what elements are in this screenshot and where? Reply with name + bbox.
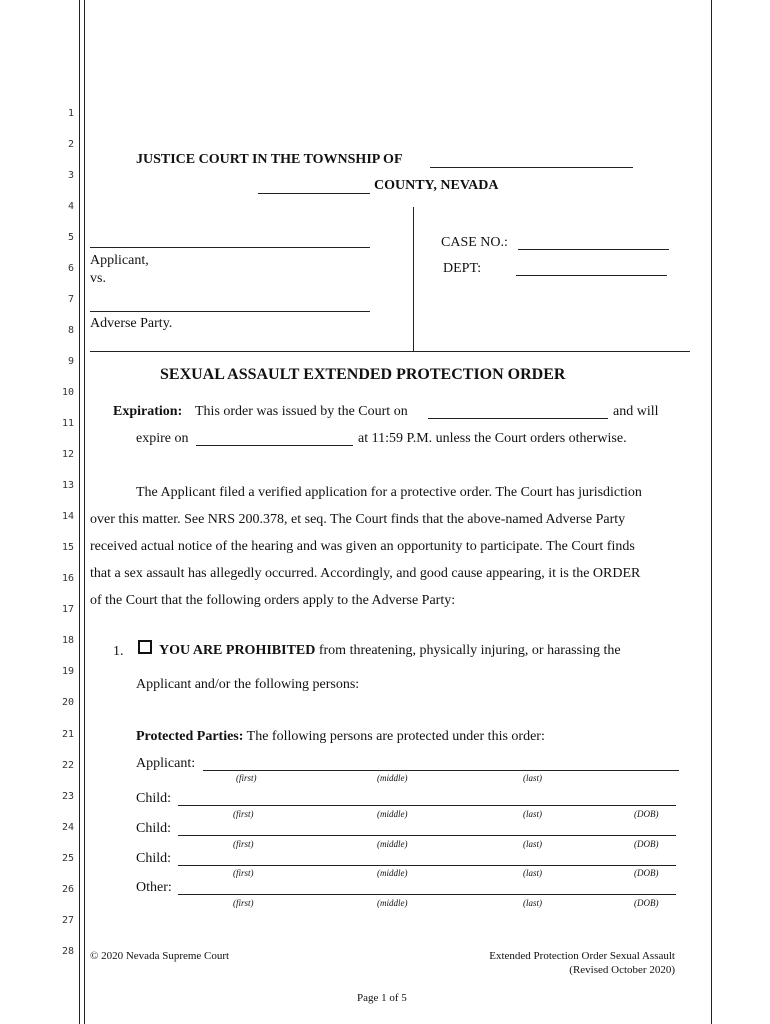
court-township-line: JUSTICE COURT IN THE TOWNSHIP OF (136, 152, 403, 167)
line-number: 21 (61, 729, 74, 740)
child-name-field[interactable] (178, 835, 676, 836)
line-number: 1 (67, 108, 74, 119)
line-number: 13 (61, 480, 74, 491)
last-caption: (last) (523, 868, 542, 878)
applicant-caption-label: Applicant, (90, 253, 149, 268)
line-number: 7 (67, 294, 74, 305)
other-field-label: Other: (136, 880, 172, 895)
county-blank[interactable] (258, 193, 370, 194)
other-name-field[interactable] (178, 894, 676, 895)
dept-blank[interactable] (516, 275, 667, 276)
dob-caption: (DOB) (634, 898, 659, 908)
line-number: 22 (61, 760, 74, 771)
middle-caption: (middle) (377, 839, 408, 849)
right-margin-rule (711, 0, 712, 1024)
body-line: over this matter. See NRS 200.378, et seq. The Court finds that the above-named Adverse Party (90, 512, 626, 527)
line-number: 16 (61, 573, 74, 584)
dob-caption: (DOB) (634, 868, 659, 878)
first-caption: (first) (233, 809, 254, 819)
body-line: that a sex assault has allegedly occurred. Accordingly, and good cause appearing, it is the ORDER (90, 566, 641, 581)
protected-parties-text: The following persons are protected under this order: (246, 729, 545, 744)
line-number: 24 (61, 822, 74, 833)
line-number: 5 (67, 232, 74, 243)
vs-label: vs. (90, 271, 106, 286)
first-caption: (first) (236, 773, 257, 783)
line-number: 14 (61, 511, 74, 522)
line-number: 23 (61, 791, 74, 802)
left-margin-rule (79, 0, 80, 1024)
last-caption: (last) (523, 839, 542, 849)
expire-on-label: expire on (136, 431, 189, 446)
line-number: 15 (61, 542, 74, 553)
last-caption: (last) (523, 773, 542, 783)
township-blank[interactable] (430, 167, 633, 168)
line-number: 11 (61, 418, 74, 429)
body-line: of the Court that the following orders apply to the Adverse Party: (90, 593, 456, 608)
order-1-line-2: Applicant and/or the following persons: (136, 677, 360, 692)
order-1-bold: YOU ARE PROHIBITED (159, 643, 316, 658)
expire-date-blank[interactable] (196, 445, 353, 446)
line-number: 19 (61, 666, 74, 677)
child-name-field[interactable] (178, 805, 676, 806)
dob-caption: (DOB) (634, 839, 659, 849)
middle-caption: (middle) (377, 773, 408, 783)
adverse-party-name-blank[interactable] (90, 311, 370, 312)
line-number: 3 (67, 170, 74, 181)
footer-form-title: Extended Protection Order Sexual Assault (489, 950, 675, 962)
middle-caption: (middle) (377, 868, 408, 878)
adverse-party-label: Adverse Party. (90, 316, 173, 331)
order-number: 1. (113, 644, 124, 659)
line-number: 18 (61, 635, 74, 646)
child-field-label: Child: (136, 851, 172, 866)
issued-date-blank[interactable] (428, 418, 608, 419)
line-number: 25 (61, 853, 74, 864)
protected-parties-label: Protected Parties: (136, 729, 244, 744)
body-line: received actual notice of the hearing and was given an opportunity to participate. The Court finds (90, 539, 635, 554)
footer-copyright: © 2020 Nevada Supreme Court (90, 950, 230, 962)
page-number: Page 1 of 5 (357, 992, 407, 1004)
order-1-checkbox[interactable] (138, 640, 152, 654)
first-caption: (first) (233, 839, 254, 849)
line-number: 6 (67, 263, 74, 274)
line-number: 17 (61, 604, 74, 615)
order-1-rest: from threatening, physically injuring, or harassing the (318, 643, 621, 658)
expiration-text-and-will: and will (613, 404, 659, 419)
child-name-field[interactable] (178, 865, 676, 866)
expiration-text: This order was issued by the Court on (195, 404, 408, 419)
line-number: 27 (61, 915, 74, 926)
case-no-blank[interactable] (518, 249, 669, 250)
middle-caption: (middle) (377, 809, 408, 819)
expiration-label: Expiration: (113, 404, 183, 419)
first-caption: (first) (233, 898, 254, 908)
line-number: 9 (67, 356, 74, 367)
dob-caption: (DOB) (634, 809, 659, 819)
protected-parties-heading (136, 729, 545, 745)
dept-label: DEPT: (443, 261, 482, 276)
line-number: 28 (61, 946, 74, 957)
line-number: 20 (61, 697, 74, 708)
line-number: 26 (61, 884, 74, 895)
left-margin-rule-inner (84, 0, 85, 1024)
footer-revised: (Revised October 2020) (569, 964, 675, 976)
line-number: 2 (67, 139, 74, 150)
order-1-text (159, 643, 621, 659)
document-title: SEXUAL ASSAULT EXTENDED PROTECTION ORDER (160, 366, 566, 383)
child-field-label: Child: (136, 791, 172, 806)
body-line: The Applicant filed a verified application for a protective order. The Court has jurisdiction (136, 485, 642, 500)
middle-caption: (middle) (377, 898, 408, 908)
caption-bottom-rule (90, 351, 690, 352)
child-field-label: Child: (136, 821, 172, 836)
applicant-name-field[interactable] (203, 770, 679, 771)
line-number: 4 (67, 201, 74, 212)
applicant-name-blank[interactable] (90, 247, 370, 248)
expire-time-text: at 11:59 P.M. unless the Court orders otherwise. (358, 431, 627, 446)
line-number: 10 (61, 387, 74, 398)
case-no-label: CASE NO.: (441, 235, 508, 250)
last-caption: (last) (523, 898, 542, 908)
caption-divider (413, 207, 414, 351)
first-caption: (first) (233, 868, 254, 878)
line-number: 8 (67, 325, 74, 336)
last-caption: (last) (523, 809, 542, 819)
line-number: 12 (61, 449, 74, 460)
applicant-field-label: Applicant: (136, 756, 196, 771)
county-line: COUNTY, NEVADA (374, 178, 499, 193)
